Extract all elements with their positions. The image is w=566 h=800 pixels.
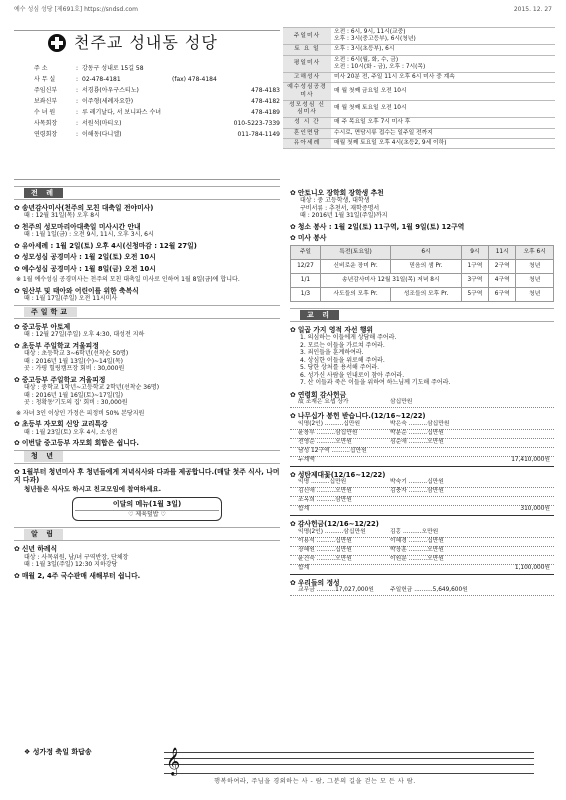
schedule-text: 오전 : 6시(월, 화, 수, 금) 오전 : 10시(화 - 금), 오후 : 7시(목) (331, 55, 555, 72)
info-value: 서경룡(아우구스티노) (82, 86, 139, 94)
serve-header-cell: 9시 (461, 245, 488, 259)
item-title: ✿ 초등부 자모회 신앙 교리특강 (14, 420, 280, 428)
donation-cell: 익명 ..........십만원 (298, 479, 347, 486)
item-title: ✿ 매월 2, 4주 국수판매 새해부터 쉽니다. (14, 572, 280, 580)
donation-cell: 이원분 ..........오만원 (390, 555, 444, 562)
schedule-text: 미사 20분 전, 주일 11시 오후 6시 미사 중 계속 (331, 73, 555, 83)
section-sunday-school: 주일학교 (24, 307, 77, 318)
info-key: 보좌신부 (34, 97, 58, 105)
list-item (290, 189, 554, 220)
donation-title: ✿ 연령회 감사헌금 (290, 391, 554, 399)
donation-total (290, 457, 554, 467)
item-detail: 때 : 1월 23일(토) 오후 4시, 소성전 (24, 428, 118, 436)
serve-cell: 4구역 (489, 273, 516, 287)
serve-cell: 청년 (516, 259, 554, 273)
donation-row (290, 399, 554, 408)
section-notice: 알 림 (24, 529, 63, 540)
church-header (14, 30, 280, 180)
item-title: ✿ 초등부 주일학교 겨울피정 (14, 342, 280, 350)
note-text: ※ 자녀 3인 이상인 가정은 피정비 50% 본당지원 (16, 409, 145, 417)
item-detail: 때 : 2016년 1월 16일(토)~17일(일) (24, 391, 123, 399)
serve-cell: 1구역 (461, 259, 488, 273)
contact-info (14, 63, 280, 140)
item-title: ✿ 신년 하례식 (14, 545, 280, 553)
donation-cell: 이용석 ..........십만원 (298, 537, 352, 544)
serve-header-cell: 주일 (291, 245, 321, 259)
doctrine-line: 7. 산 이들과 죽은 이들을 위하여 하느님께 기도해 주어라. (300, 379, 451, 387)
info-key: 주임신부 (34, 86, 58, 94)
donation-row (290, 529, 554, 538)
donation-row (290, 430, 554, 439)
donation-total (290, 506, 554, 516)
info-phone: 478-4182 (251, 97, 280, 105)
donation-cell: 남성 12구역 ..........십만원 (298, 447, 367, 454)
item-detail: 대상 : 사목위원, 남/녀 구역반장, 단체장 (24, 553, 129, 561)
youth-text2: 청년들은 식사도 하시고 친교모임에 참여하세요. (24, 484, 162, 493)
item-title: ✿ 송년감사미사(천주의 모친 대축일 전야미사) (14, 204, 280, 212)
item-title: ✿ 임산부 및 태아와 어린이를 위한 축복식 (14, 287, 280, 295)
schedule-row (283, 128, 555, 138)
schedule-row (283, 55, 555, 72)
serve-cell: 5구역 (461, 287, 488, 301)
info-colon: : (76, 64, 79, 72)
list-item (14, 253, 280, 261)
info-colon: : (76, 97, 79, 105)
bulletin-date: 2015. 12. 27 (513, 6, 552, 13)
info-row (14, 85, 280, 96)
info-row (14, 63, 280, 74)
info-phone: 010-5223-7339 (233, 119, 280, 127)
donation-cell: 주일헌금 ..........5,649,600원 (390, 587, 468, 594)
donation-cell: 이혜경 ..........십만원 (390, 537, 444, 544)
right-column (290, 186, 554, 596)
donation-cell: 전영순 ..........오만원 (298, 438, 352, 445)
donation-cell: 익명(2인) ..........삼십만원 (298, 528, 366, 535)
total-value: 17,410,000원 (511, 456, 550, 463)
info-row (14, 118, 280, 129)
donation-row (290, 439, 554, 448)
list-item (290, 223, 554, 231)
item-title: ✿ 미사 봉사 (290, 234, 554, 242)
item-title: ✿ 천주의 성모마리아대축일 미사시간 안내 (14, 223, 280, 231)
info-colon: : (76, 108, 79, 116)
donation-row (290, 556, 554, 565)
item-title: ✿ 중고등부 아토제 (14, 323, 280, 331)
youth-text: ✿ 1월부터 청년미사 후 청년들에게 저녁식사와 다과를 제공합니다.(매달 첫주 식사, 나머지 다과) (14, 468, 280, 485)
mass-service-table (290, 245, 554, 302)
schedule-text: 매 월 첫째 금요일 오전 10시 (331, 83, 555, 100)
doctrine-line: 5. 당한 상처를 용서해 주어라. (300, 364, 380, 372)
schedule-row (283, 118, 555, 128)
right-top-list (290, 189, 554, 243)
church-logo-icon (48, 34, 66, 52)
total-value: 1,100,000원 (514, 564, 550, 571)
info-key: 주 소 (34, 64, 48, 72)
donation-total (290, 565, 554, 575)
list-item (14, 545, 280, 568)
info-colon: : (76, 75, 79, 83)
section-liturgy: 전 례 (24, 188, 63, 199)
serve-cell: 믿음의 샘 Pr. (391, 259, 461, 273)
info-key: 수 녀 원 (34, 108, 56, 116)
info-colon: : (76, 119, 79, 127)
list-item (14, 287, 280, 303)
doctrine-title: ✿ 일곱 가지 영적 자선 행위 (290, 326, 554, 334)
schedule-row (283, 138, 555, 148)
serve-cell: 송년감사미사 12월 31일(목) 저녁 8시 (320, 273, 461, 287)
donation-title: ✿ 나무십가 봉헌 받습니다.(12/16~12/22) (290, 412, 554, 420)
info-value: 루 레기날다, 서 보니파스 수녀 (82, 108, 162, 116)
donation-cell: 김신애 ..........오만원 (298, 488, 352, 495)
item-title: ✿ 이번달 중고등부 자모회 회합은 쉽니다. (14, 439, 280, 447)
info-phone: 011-784-1149 (237, 130, 280, 138)
donation-cell: 故 조재은 요셉 상가 (298, 399, 349, 406)
donation-cell: 윤창부 ..........삼십만원 (298, 429, 358, 436)
total-label: 합계 (298, 564, 310, 571)
donation-row (290, 421, 554, 430)
donation-row (290, 547, 554, 556)
info-key: 연령회장 (34, 130, 58, 138)
donation-row (290, 587, 554, 596)
serve-cell: 12/27 (291, 259, 321, 273)
item-detail: 때 : 12월 31일(목) 오후 8시 (24, 212, 100, 220)
info-value: 이주형(세례자요한) (82, 97, 134, 105)
doctrine-lines (290, 334, 554, 387)
section-youth: 청 년 (24, 451, 63, 462)
serve-header-cell: 6시 (391, 245, 461, 259)
schedule-row (283, 73, 555, 83)
schedule-text: 매월 첫째 토요일 오후 4시(초등2, 9세 이하) (331, 138, 555, 148)
donation-title: ✿ 감사헌금(12/16~12/22) (290, 520, 554, 528)
serve-cell: 청년 (516, 287, 554, 301)
item-detail: 때 : 2016년 1월 31일(주일)까지 (300, 212, 388, 220)
schedule-text: 매 월 첫째 토요일 오전 10시 (331, 100, 555, 117)
note-text: ※ 1월 예수성심 공경미사는 천주의 모친 대축일 미사로 인하여 1월 8일(금)에 합니다. (16, 276, 240, 284)
menu-title: 이달의 메뉴(1월 3일) (75, 500, 219, 511)
item-title: ✿ 유아세례 : 1월 2일(토) 오후 4시(신청마감 : 12월 27일) (14, 242, 280, 250)
donation-cell (390, 497, 554, 505)
info-colon: : (76, 86, 79, 94)
serve-header-cell: 특전(토요일) (320, 245, 390, 259)
song-lyrics: 행복하여라, 주님을 경외하는 사 - 람, 그분의 길을 걷는 모 든 사 람. (214, 778, 416, 785)
item-detail: 대상 : 중 고등학생, 대학생 (300, 197, 370, 205)
schedule-text: 수시로, 면담시류 접수는 일주일 전까지 (331, 128, 555, 138)
item-detail: 대상 : 중학교 1학년~고등학교 2학년(선착순 36명) (24, 384, 160, 392)
schedule-label: 혼인면담 (283, 128, 331, 138)
donation-cell: 박분순 ..........십만원 (390, 429, 444, 436)
item-detail: 때 : 1월 1일(금) : 오전 9시, 11시, 오후 3시, 6시 (24, 231, 154, 239)
schedule-row (283, 100, 555, 117)
info-row (14, 96, 280, 107)
donation-title: ✿ 성탄제대꽃(12/16~12/22) (290, 471, 554, 479)
list-item (14, 376, 280, 407)
schedule-label: 주일미사 (283, 28, 331, 45)
treble-clef-icon: 𝄞 (166, 747, 181, 775)
schedule-label: 토 요 일 (283, 45, 331, 55)
list-item (14, 420, 280, 436)
total-label: 합계 (298, 506, 310, 513)
item-detail: 때 : 2016년 1월 13일(수)~14일(목) (24, 357, 123, 365)
donation-row (290, 497, 554, 506)
total-value: 310,000원 (520, 506, 550, 513)
item-detail: 때 : 1월 17일(주일) 오전 11시미사 (24, 295, 118, 303)
song-title: ❖ 성가정 축일 화답송 (24, 748, 92, 756)
serve-cell: 6구역 (489, 287, 516, 301)
list-item (14, 265, 280, 273)
donation-row (290, 448, 554, 457)
item-detail: 대상 : 초등학교 3~6학년(선착순 50명) (24, 350, 129, 358)
donation-cell: 심순애 ..........오만원 (390, 438, 444, 445)
donation-cell: 박장훈 ..........오만원 (390, 546, 444, 553)
serve-cell: 1/1 (291, 273, 321, 287)
donation-cell: 익명(2인) ..........십만원 (298, 420, 361, 427)
donation-cell: 교무금 ..........17,027,000원 (298, 587, 374, 594)
item-title: ✿ 성모성심 공경미사 : 1월 2일(토) 오전 10시 (14, 253, 280, 261)
menu-box (72, 497, 222, 521)
serve-row (291, 287, 554, 301)
list-item (14, 204, 280, 220)
serve-header-row (291, 245, 554, 259)
serve-header-cell: 11시 (489, 245, 516, 259)
info-key: 사 무 실 (34, 75, 56, 83)
item-title: ✿ 중고등부 주일학교 겨울피정 (14, 376, 280, 384)
serve-cell: 2구역 (489, 259, 516, 273)
left-column (14, 186, 280, 582)
info-colon: : (76, 130, 79, 138)
schedule-text: 오전 : 6시, 9시, 11시(교중) 오후 : 3시(중고등부), 6시(청년) (331, 28, 555, 45)
menu-item: ♡ 제육덮밥 ♡ (128, 510, 166, 518)
serve-cell: 1/3 (291, 287, 321, 301)
serve-cell: 신비로운 장미 Pr. (320, 259, 390, 273)
donation-cell: 장혜원 ..........십만원 (298, 546, 352, 553)
schedule-row (283, 83, 555, 100)
serve-cell: 청년 (516, 273, 554, 287)
schedule-row (283, 28, 555, 45)
info-value: 강동구 성내로 15길 58 (82, 64, 144, 72)
donation-cell: 윤건숙 ..........오만원 (298, 555, 352, 562)
mass-schedule-table (283, 27, 555, 149)
section-doctrine: 교 리 (300, 310, 339, 321)
schedule-label: 성모성심 신심미사 (283, 100, 331, 117)
donation-cell (390, 448, 554, 456)
schedule-text: 오후 : 3시(초등부), 6시 (331, 45, 555, 55)
notice-list (14, 545, 280, 580)
list-item (290, 234, 554, 242)
info-fax: (fax) 478-4184 (172, 75, 217, 83)
serve-cell: 3구역 (461, 273, 488, 287)
donation-row (290, 538, 554, 547)
donation-cell: 김충자 ..........삼만원 (390, 488, 444, 495)
donation-cell: 박은숙 ..........삼십만원 (390, 420, 450, 427)
serve-cell: 사도들의 모후 Pr. (320, 287, 390, 301)
item-detail: 구비서류 : 추천서, 재학증명서 (300, 204, 380, 212)
info-value: 서원석(마티오) (82, 119, 122, 127)
schedule-text: 매 주 목요일 오후 7시 미사 후 (331, 118, 555, 128)
schedule-row (283, 45, 555, 55)
item-title: ✿ 예수성심 공경미사 : 1월 8일(금) 오전 10시 (14, 265, 280, 273)
donation-cell: 조옥희 ..........삼만원 (298, 497, 352, 504)
serve-cell: 성조들의 모후 Pr. (391, 287, 461, 301)
schedule-label: 고해성사 (283, 73, 331, 83)
item-detail: 때 : 1월 3일(주일) 12:30 지하강당 (24, 561, 118, 569)
list-item (14, 342, 280, 373)
list-item (14, 572, 280, 580)
item-title: ✿ 청소 봉사 : 1월 2일(토) 11구역, 1월 9일(토) 12구역 (290, 223, 554, 231)
item-title: ✿ 안토니오 장학회 장학생 추천 (290, 189, 554, 197)
school-list (14, 323, 280, 448)
info-value: 02-478-4181 (82, 75, 121, 83)
schedule-label: 예수성심공경미사 (283, 83, 331, 100)
info-row (14, 107, 280, 118)
doctrine-line: 3. 죄인들을 훈계하여라. (300, 349, 364, 357)
doctrine-line: 4. 상심한 이들을 위로해 주어라. (300, 356, 385, 364)
info-phone: 478-4183 (251, 86, 280, 94)
list-item (14, 223, 280, 239)
list-item (14, 242, 280, 250)
item-detail: 때 : 12월 27일(주일) 오후 4:30, 대성전 지하 (24, 331, 145, 339)
list-item (14, 439, 280, 447)
bulletin-info: 예수 성심 성당 [제691호] https://sndsd.com (14, 6, 139, 13)
item-detail: 곳 : 청확동'기도의 집' 회비 : 30,000원 (24, 399, 128, 407)
doctrine-line: 6. 성가신 사람을 인내로이 참아 주어라. (300, 371, 405, 379)
info-row (14, 74, 280, 85)
list-item (14, 323, 280, 339)
info-key: 사목회장 (34, 119, 58, 127)
donation-cell: 삼십만원 (390, 399, 413, 406)
serve-header-cell: 오후 6시 (516, 245, 554, 259)
church-name: 천주교 성내동 성당 (74, 33, 218, 52)
donation-cell: 김홍 ..........오만원 (390, 528, 439, 535)
schedule-label: 성 시 간 (283, 118, 331, 128)
donations (290, 391, 554, 596)
schedule-label: 평일미사 (283, 55, 331, 72)
info-phone: 478-4189 (251, 108, 280, 116)
serve-row (291, 259, 554, 273)
info-value: 이해동(다니엘) (82, 130, 122, 138)
liturgy-list (14, 204, 280, 303)
item-detail: 곳 : 가평 힐링캠프장 회비 : 30,000원 (24, 365, 125, 373)
serve-row (291, 273, 554, 287)
donation-cell: 박숙기 ..........십만원 (390, 479, 444, 486)
info-row (14, 129, 280, 140)
doctrine-line: 2. 모르는 이들을 가르쳐 주어라. (300, 341, 385, 349)
total-label: 누계액 (298, 456, 315, 463)
doctrine-line: 1. 의심하는 이들에게 상담해 주어라. (300, 334, 397, 342)
song-section (14, 748, 554, 794)
top-bar (14, 6, 552, 16)
schedule-label: 유아세례 (283, 138, 331, 148)
donation-title: ✿ 우리들의 정성 (290, 579, 554, 587)
music-staff (164, 752, 534, 774)
